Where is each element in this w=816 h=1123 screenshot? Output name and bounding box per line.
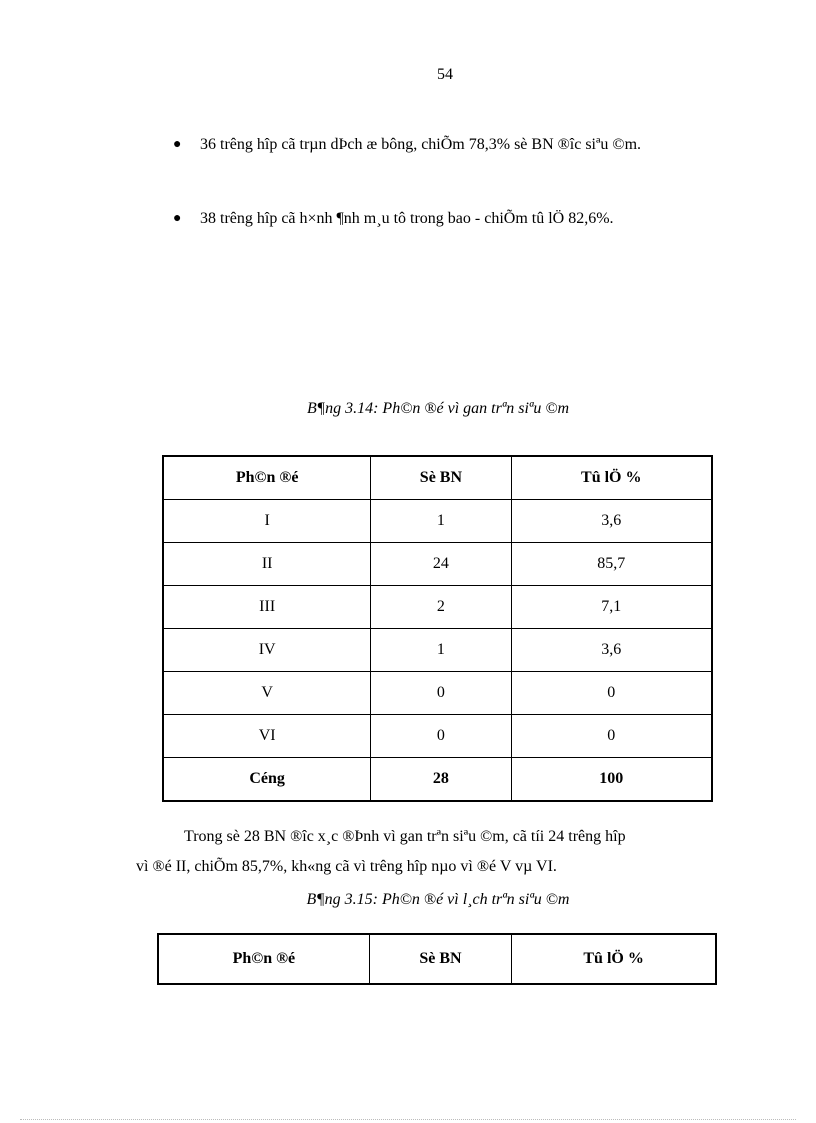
table-cell: VI	[163, 715, 371, 758]
table-row	[163, 629, 712, 672]
table-cell: 0	[371, 715, 511, 758]
table-cell: 0	[371, 672, 511, 715]
table-cell: IV	[163, 629, 371, 672]
table-row	[163, 543, 712, 586]
table-header-row	[163, 456, 712, 500]
table-cell: 28	[371, 758, 511, 802]
table-total-row	[163, 758, 712, 802]
table-cell: 85,7	[511, 543, 712, 586]
table-cell: 3,6	[511, 500, 712, 543]
table-row	[163, 500, 712, 543]
header-cell: Tû lÖ %	[512, 934, 716, 984]
table-cell: I	[163, 500, 371, 543]
header-cell: Sè BN	[369, 934, 512, 984]
paragraph-line: vì ®é II, chiÕm 85,7%, kh«ng cã vì trêng hîp nµo vì ®é V vµ VI.	[136, 858, 557, 875]
footer-divider	[20, 1119, 796, 1120]
table-cell: V	[163, 672, 371, 715]
liver-injury-grade-table	[162, 455, 713, 802]
bullet-item	[137, 128, 739, 162]
bullet-dot-icon: ●	[173, 137, 182, 152]
table-caption: B¶ng 3.15: Ph©n ®é vì l¸ch trªn siªu ©m	[306, 891, 570, 908]
header-cell: Ph©n ®é	[163, 456, 371, 500]
table-cell: 1	[371, 500, 511, 543]
bullet-item	[137, 202, 739, 236]
table-row	[163, 586, 712, 629]
header-cell: Tû lÖ %	[511, 456, 712, 500]
table-cell: 3,6	[511, 629, 712, 672]
bullet-text: 38 trêng hîp cã h×nh ¶nh m¸u tô trong bao - chiÕm tû lÖ 82,6%.	[200, 210, 614, 227]
header-cell: Ph©n ®é	[158, 934, 369, 984]
table-caption: B¶ng 3.14: Ph©n ®é vì gan trªn siªu ©m	[306, 400, 570, 417]
table-cell: 2	[371, 586, 511, 629]
table-row	[163, 715, 712, 758]
table-cell: III	[163, 586, 371, 629]
table-cell: 0	[511, 672, 712, 715]
body-paragraph	[136, 822, 740, 882]
page-number: 54	[437, 66, 453, 83]
table-cell: 24	[371, 543, 511, 586]
table-row	[163, 672, 712, 715]
spleen-injury-grade-table	[157, 933, 717, 985]
paragraph-line: Trong sè 28 BN ®îc x¸c ®Þnh vì gan trªn siªu ©m, cã tíi 24 trêng hîp	[184, 828, 626, 845]
table-cell: 7,1	[511, 586, 712, 629]
table-cell: 100	[511, 758, 712, 802]
table-cell: II	[163, 543, 371, 586]
table-cell: 0	[511, 715, 712, 758]
table-cell: Céng	[163, 758, 371, 802]
bullet-text: 36 trêng hîp cã trµn dÞch æ bông, chiÕm 78,3% sè BN ®îc siªu ©m.	[200, 136, 642, 153]
table-cell: 1	[371, 629, 511, 672]
bullet-dot-icon: ●	[173, 211, 182, 226]
header-cell: Sè BN	[371, 456, 511, 500]
table-header-row	[158, 934, 716, 984]
